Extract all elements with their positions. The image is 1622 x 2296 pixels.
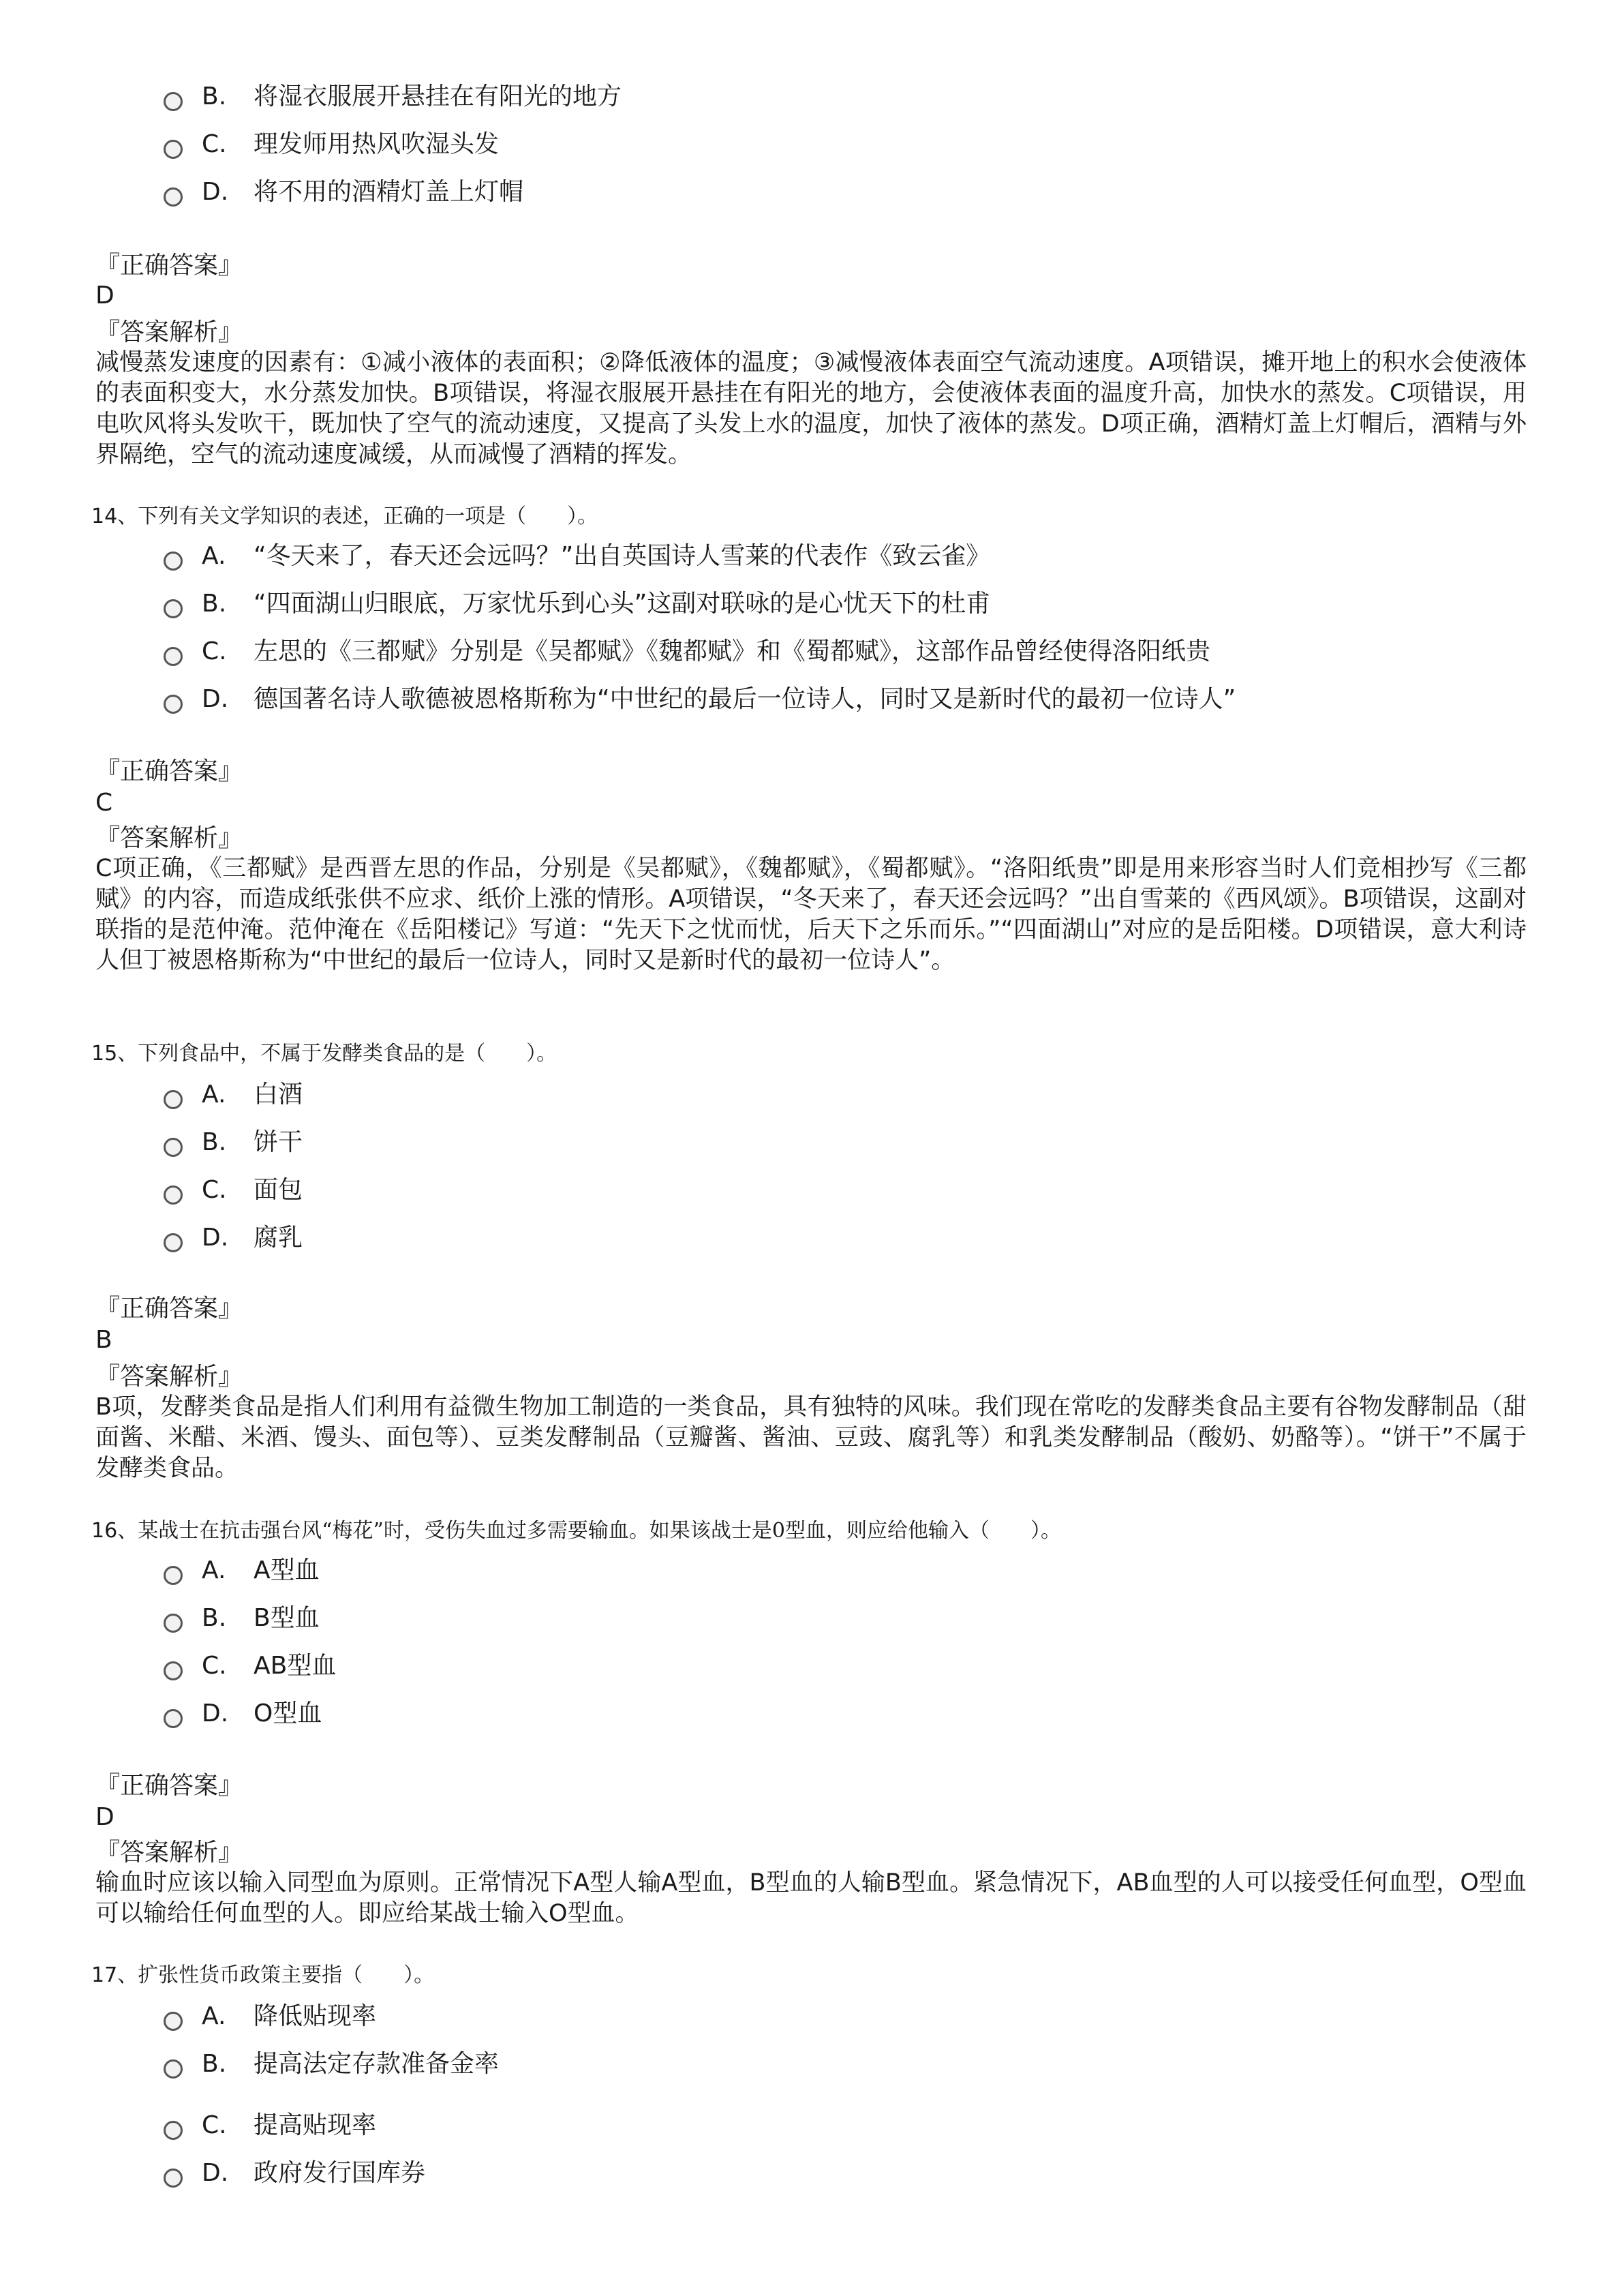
- option-letter: C.: [202, 2111, 227, 2139]
- radio-button-icon[interactable]: [164, 140, 183, 159]
- option-letter: A.: [202, 1556, 226, 1584]
- option-letter: A.: [202, 2002, 226, 2030]
- radio-button-icon[interactable]: [164, 1090, 183, 1109]
- q16-explanation: 输血时应该以输入同型血为原则。正常情况下A型人输A型血，B型血的人输B型血。紧急情况下，AB血型的人可以接受任何血型，O型血可以输给任何血型的人。即应给某战士输入O型血。: [95, 1869, 1527, 1927]
- option-letter: C.: [202, 130, 227, 158]
- q15-explanation: B项，发酵类食品是指人们利用有益微生物加工制造的一类食品，具有独特的风味。我们现在常吃的发酵类食品主要有谷物发酵制品（甜面酱、米醋、米酒、馒头、面包等）、豆类发酵制品（豆瓣酱、酱油、豆豉、腐乳等）和乳类发酵制品（酸奶、奶酪等）。“饼干”不属于发酵类食品。: [95, 1393, 1527, 1482]
- q17-option-a[interactable]: [164, 1997, 376, 2036]
- radio-button-icon[interactable]: [164, 1661, 183, 1680]
- q16-option-b[interactable]: [164, 1599, 320, 1637]
- q17-option-b[interactable]: [164, 2045, 499, 2083]
- option-letter: D.: [202, 1700, 229, 1727]
- radio-button-icon[interactable]: [164, 1709, 183, 1728]
- q15-option-b[interactable]: [164, 1123, 303, 1162]
- radio-button-icon[interactable]: [164, 2169, 183, 2188]
- radio-button-icon[interactable]: [164, 599, 183, 618]
- question-number: 14、: [91, 504, 138, 528]
- q14-answer: C: [95, 789, 113, 817]
- radio-button-icon[interactable]: [164, 552, 183, 571]
- option-text: 降低贴现率: [254, 2002, 377, 2030]
- q14-explanation-label: 『答案解析』: [95, 824, 243, 852]
- option-letter: D.: [202, 2159, 229, 2187]
- option-text: A型血: [254, 1556, 320, 1584]
- radio-button-icon[interactable]: [164, 1138, 183, 1157]
- question-text: 扩张性货币政策主要指（ ）。: [138, 1963, 435, 1987]
- question-number: 17、: [91, 1963, 138, 1987]
- option-letter: B.: [202, 1128, 227, 1156]
- q16-option-c[interactable]: [164, 1647, 336, 1685]
- radio-button-icon[interactable]: [164, 1233, 183, 1252]
- option-text: 面包: [254, 1176, 303, 1204]
- q15-explanation-label: 『答案解析』: [95, 1363, 243, 1391]
- option-text: 腐乳: [254, 1224, 303, 1252]
- option-letter: D.: [202, 178, 229, 206]
- option-text: 提高贴现率: [254, 2111, 377, 2139]
- radio-button-icon[interactable]: [164, 1614, 183, 1633]
- q14-option-d[interactable]: [164, 680, 1236, 719]
- q13-answer: D: [95, 282, 114, 309]
- option-letter: B.: [202, 590, 227, 618]
- question-text: 某战士在抗击强台风“梅花”时，受伤失血过多需要输血。如果该战士是0型血，则应给他输入（ ）。: [138, 1519, 1061, 1543]
- q16-stem: [91, 1516, 1061, 1546]
- q16-explanation-label: 『答案解析』: [95, 1839, 243, 1867]
- radio-button-icon[interactable]: [164, 695, 183, 714]
- q14-option-b[interactable]: [164, 585, 990, 623]
- q17-option-d[interactable]: [164, 2154, 425, 2192]
- option-letter: C.: [202, 637, 227, 665]
- option-letter: A.: [202, 1081, 226, 1108]
- option-letter: A.: [202, 542, 226, 570]
- option-letter: D.: [202, 1224, 229, 1252]
- q14-explanation: C项正确，《三都赋》是西晋左思的作品，分别是《吴都赋》，《魏都赋》，《蜀都赋》。“洛阳纸贵”即是用来形容当时人们竞相抄写《三都赋》的内容，而造成纸张供不应求、纸价上涨的情形。A项错误，“冬天来了，春天还会远吗？”出自雪莱的《西风颂》。B项错误，这副对联指的是范仲淹。范仲淹在《岳阳楼记》写道：“先天下之忧而忧，后天下之乐而乐。”“四面湖山”对应的是岳阳楼。D项错误，意大利诗人但丁被恩格斯称为“中世纪的最后一位诗人，同时又是新时代的最初一位诗人”。: [95, 855, 1527, 974]
- option-text: 左思的《三都赋》分别是《吴都赋》《魏都赋》和《蜀都赋》，这部作品曾经使得洛阳纸贵: [254, 637, 1211, 665]
- option-letter: B.: [202, 82, 227, 110]
- option-letter: C.: [202, 1176, 227, 1204]
- q16-answer-label: 『正确答案』: [95, 1772, 243, 1800]
- q13-option-c[interactable]: [164, 125, 499, 164]
- option-text: 将湿衣服展开悬挂在有阳光的地方: [254, 82, 622, 110]
- question-text: 下列食品中，不属于发酵类食品的是（ ）。: [138, 1042, 557, 1066]
- option-text: 将不用的酒精灯盖上灯帽: [254, 178, 524, 206]
- option-text: O型血: [254, 1700, 322, 1727]
- q17-option-c[interactable]: [164, 2106, 376, 2145]
- question-text: 下列有关文学知识的表述，正确的一项是（ ）。: [138, 504, 598, 528]
- q17-stem: [91, 1961, 434, 1991]
- q14-answer-label: 『正确答案』: [95, 757, 243, 785]
- option-text: 政府发行国库券: [254, 2159, 426, 2187]
- radio-button-icon[interactable]: [164, 2012, 183, 2031]
- option-text: 德国著名诗人歌德被恩格斯称为“中世纪的最后一位诗人，同时又是新时代的最初一位诗人”: [254, 685, 1236, 713]
- q15-option-a[interactable]: [164, 1076, 303, 1114]
- q16-answer: D: [95, 1803, 114, 1831]
- q15-stem: [91, 1039, 557, 1069]
- q14-stem: [91, 502, 598, 532]
- q15-option-d[interactable]: [164, 1219, 303, 1257]
- q13-option-b[interactable]: [164, 78, 622, 116]
- q15-option-c[interactable]: [164, 1171, 303, 1209]
- q16-option-a[interactable]: [164, 1552, 320, 1590]
- radio-button-icon[interactable]: [164, 647, 183, 666]
- q15-answer: B: [95, 1326, 112, 1354]
- option-letter: B.: [202, 1604, 227, 1632]
- option-letter: C.: [202, 1652, 227, 1680]
- question-number: 16、: [91, 1519, 138, 1543]
- question-number: 15、: [91, 1042, 138, 1066]
- option-text: 饼干: [254, 1128, 303, 1156]
- q13-answer-label: 『正确答案』: [95, 252, 243, 280]
- option-letter: D.: [202, 685, 229, 713]
- q14-option-c[interactable]: [164, 633, 1210, 671]
- option-text: “冬天来了，春天还会远吗？”出自英国诗人雪莱的代表作《致云雀》: [254, 542, 991, 570]
- q15-answer-label: 『正确答案』: [95, 1295, 243, 1323]
- q16-option-d[interactable]: [164, 1695, 322, 1733]
- q14-option-a[interactable]: [164, 537, 990, 575]
- q13-explanation: 减慢蒸发速度的因素有：①减小液体的表面积；②降低液体的温度；③减慢液体表面空气流动速度。A项错误，摊开地上的积水会使液体的表面积变大，水分蒸发加快。B项错误，将湿衣服展开悬挂在有阳光的地方，会使液体表面的温度升高，加快水的蒸发。C项错误，用电吹风将头发吹干，既加快了空气的流动速度，又提高了头发上水的温度，加快了液体的蒸发。D项正确，酒精灯盖上灯帽后，酒精与外界隔绝，空气的流动速度减缓，从而减慢了酒精的挥发。: [95, 349, 1527, 468]
- radio-button-icon[interactable]: [164, 1566, 183, 1585]
- radio-button-icon[interactable]: [164, 187, 183, 207]
- q13-explanation-label: 『答案解析』: [95, 318, 243, 346]
- option-text: 提高法定存款准备金率: [254, 2050, 500, 2078]
- radio-button-icon[interactable]: [164, 1185, 183, 1205]
- radio-button-icon[interactable]: [164, 2121, 183, 2140]
- option-letter: B.: [202, 2050, 227, 2078]
- radio-button-icon[interactable]: [164, 2059, 183, 2079]
- option-text: B型血: [254, 1604, 320, 1632]
- radio-button-icon[interactable]: [164, 92, 183, 111]
- option-text: 理发师用热风吹湿头发: [254, 130, 500, 158]
- option-text: 白酒: [254, 1081, 303, 1108]
- q13-option-d[interactable]: [164, 173, 523, 211]
- option-text: AB型血: [254, 1652, 337, 1680]
- option-text: “四面湖山归眼底，万家忧乐到心头”这副对联咏的是心忧天下的杜甫: [254, 590, 991, 618]
